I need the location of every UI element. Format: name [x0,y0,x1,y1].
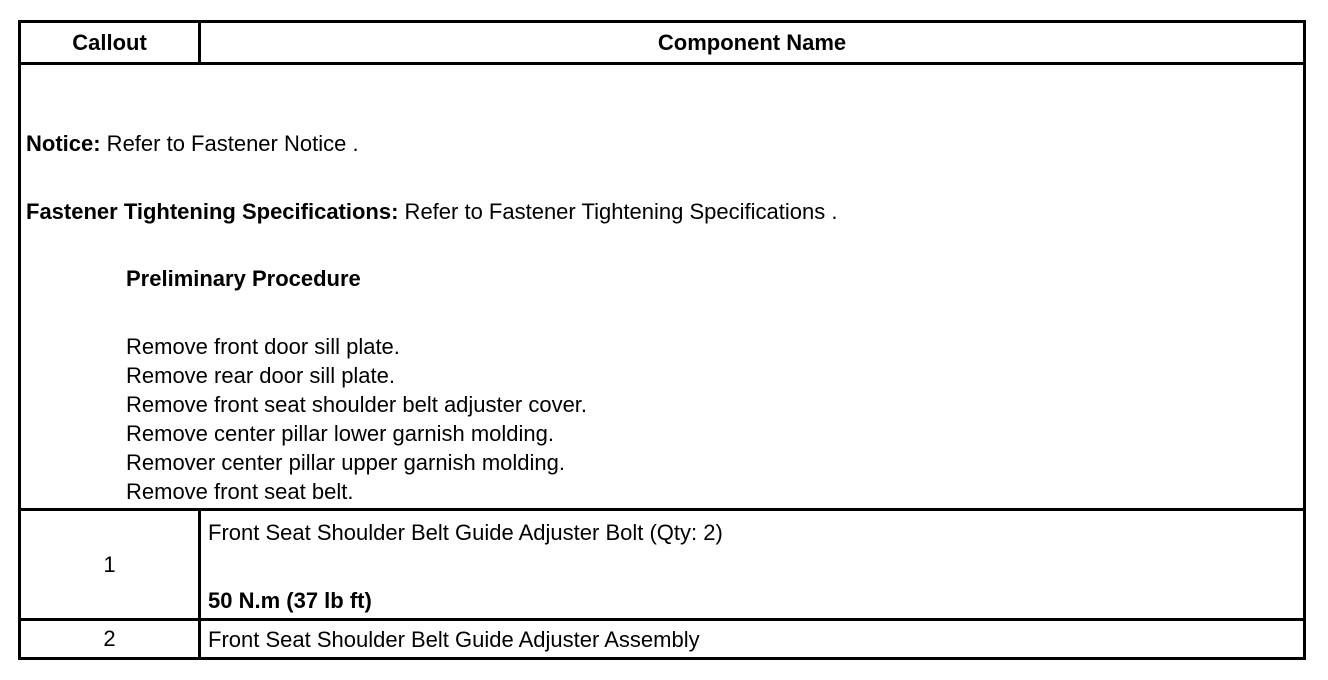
notice-text: Refer to Fastener Notice . [100,131,359,156]
component-table [18,20,1306,660]
component-cell [201,511,1303,618]
notice-line [26,131,359,157]
procedure-step: Remove rear door sill plate. [126,363,396,388]
intro-section [21,65,1303,511]
callout-column-header: Callout [21,23,201,62]
callout-number: 1 [21,511,201,618]
component-cell [201,621,1303,657]
specs-label: Fastener Tightening Specifications: [26,199,399,224]
component-name-column-header: Component Name [657,29,847,55]
preliminary-procedure-title: Preliminary Procedure [126,266,361,291]
callout-number: 2 [21,621,201,657]
procedure-step: Remover center pillar upper garnish molding. [126,450,565,475]
procedure-step: Remove front seat belt. [126,479,354,504]
component-name: Front Seat Shoulder Belt Guide Adjuster Assembly [208,627,700,652]
procedure-step: Remove front door sill plate. [126,334,400,359]
component-name: Front Seat Shoulder Belt Guide Adjuster Bolt (Qty: 2) [208,520,723,545]
procedure-step: Remove center pillar lower garnish molding. [126,421,554,446]
procedure-step: Remove front seat shoulder belt adjuster cover. [126,392,588,417]
table-header-row [21,23,1303,65]
table-row [21,621,1303,657]
specs-line [26,199,837,225]
table-row [21,511,1303,621]
torque-spec: 50 N.m (37 lb ft) [208,588,372,613]
notice-label: Notice: [26,131,101,156]
specs-text: Refer to Fastener Tightening Specifications . [398,199,838,224]
